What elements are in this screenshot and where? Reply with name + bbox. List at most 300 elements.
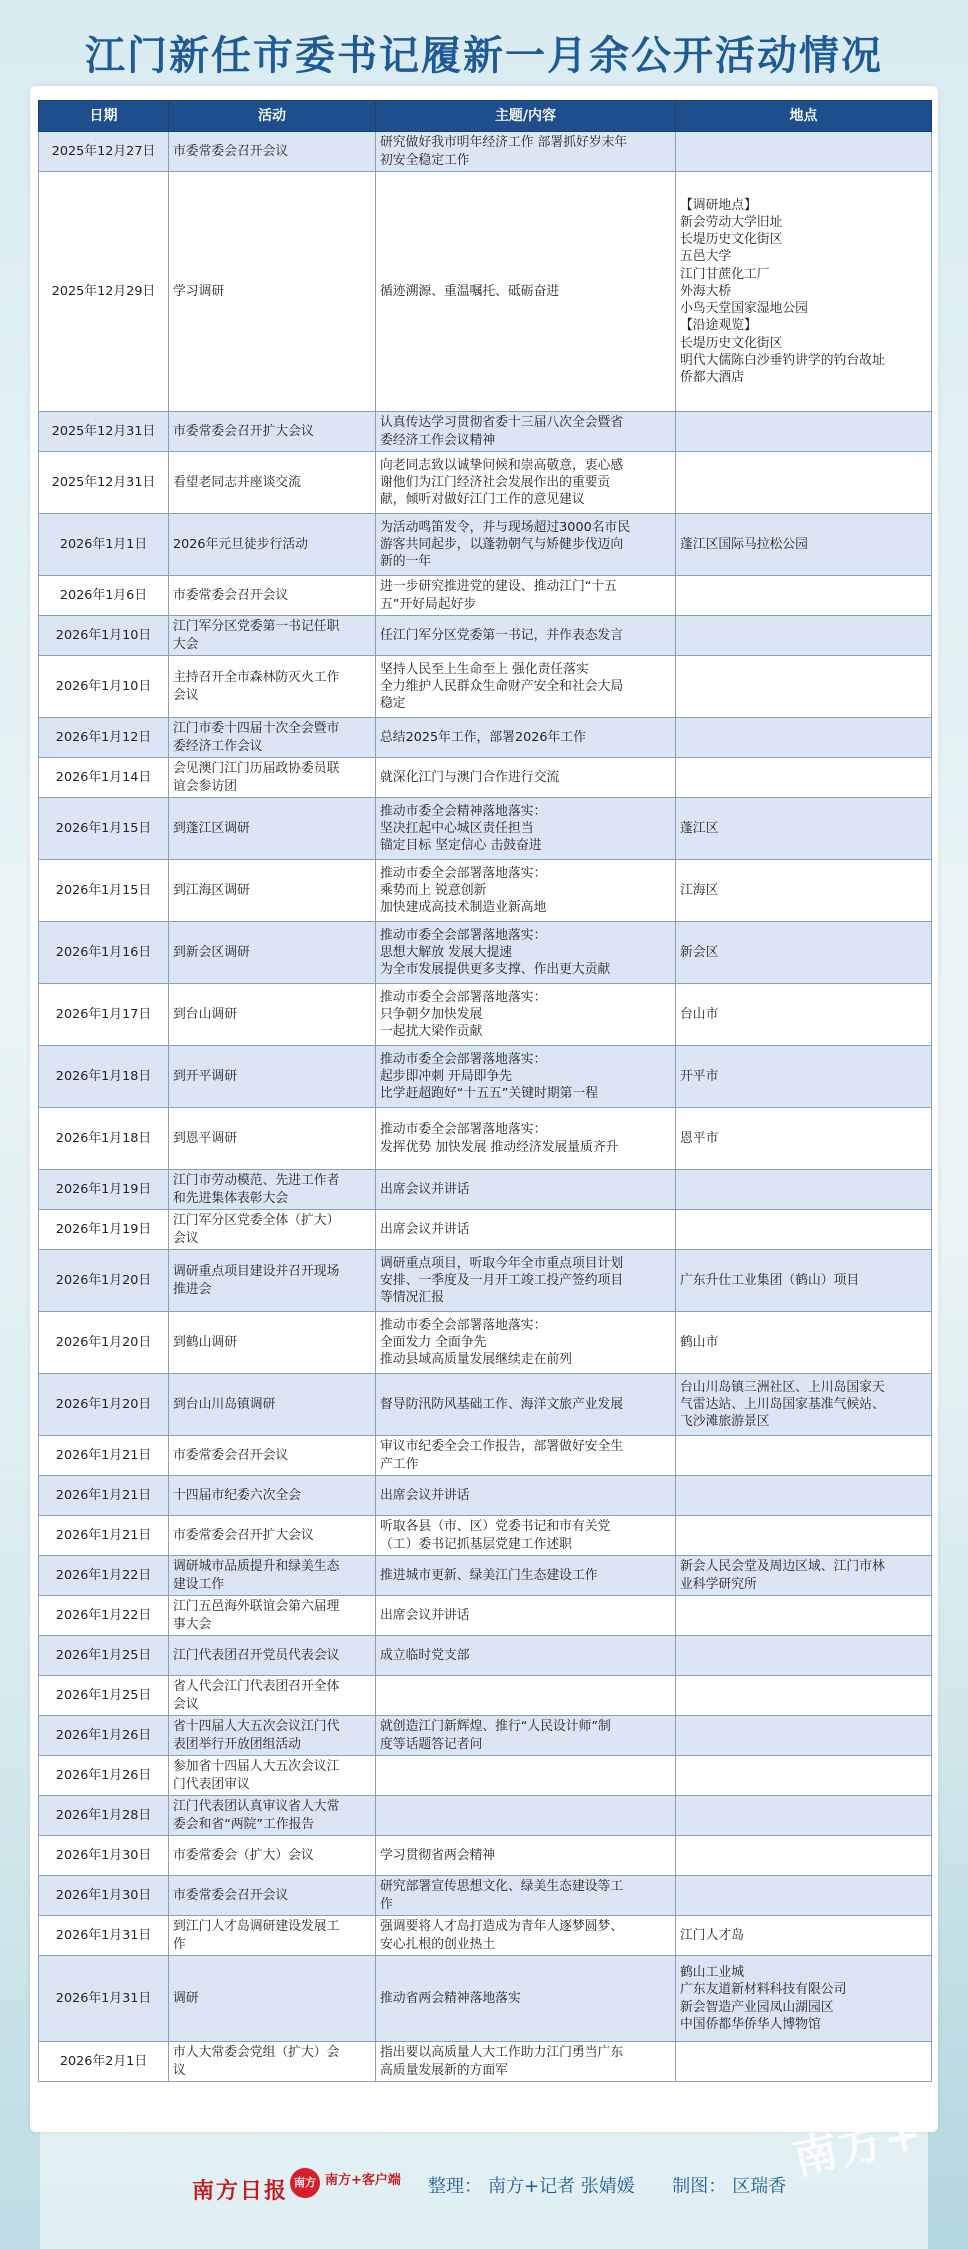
activity-line: 江门代表团认真审议省人大常	[173, 1799, 340, 1815]
cell-activity	[169, 1596, 376, 1636]
credit-design-value: 区瑞香	[732, 2176, 787, 2197]
content-line: 等情况汇报	[380, 1290, 444, 1306]
cell-place	[676, 452, 932, 514]
credit-arrange-value: 南方+记者 张婧媛	[488, 2176, 635, 2197]
place-line: 新会区	[680, 944, 719, 960]
cell-date: 2026年1月20日	[39, 1374, 169, 1436]
cell-activity	[169, 1836, 376, 1876]
cell-content	[376, 656, 676, 718]
cell-content	[376, 514, 676, 576]
cell-date: 2026年1月20日	[39, 1312, 169, 1374]
place-line: 飞沙滩旅游景区	[680, 1414, 770, 1430]
place-line: 气雷达站、上川岛国家基准气候站、	[680, 1396, 885, 1412]
cell-activity	[169, 452, 376, 514]
table-row	[39, 1836, 932, 1876]
cell-content	[376, 1312, 676, 1374]
content-line: 审议市纪委全会工作报告，部署做好安全生	[380, 1439, 624, 1455]
cell-date: 2026年1月16日	[39, 922, 169, 984]
place-line: 鹤山市	[680, 1334, 719, 1350]
cell-date: 2026年1月18日	[39, 1108, 169, 1170]
cell-content	[376, 1170, 676, 1210]
activity-line: 到台山调研	[173, 1006, 237, 1022]
cell-content	[376, 1556, 676, 1596]
header-activity: 活动	[169, 101, 376, 132]
cell-content	[376, 1476, 676, 1516]
content-line: 坚持人民至上生命至上 强化责任落实	[380, 661, 589, 677]
cell-date: 2026年1月15日	[39, 860, 169, 922]
activity-line: 作	[173, 1936, 186, 1952]
cell-place	[676, 514, 932, 576]
cell-content	[376, 1836, 676, 1876]
table-header-row	[39, 101, 932, 132]
page-title: 江门新任市委书记履新一月余公开活动情况	[85, 33, 883, 79]
content-line: 稳定	[380, 696, 406, 712]
content-line: 游客共同起步，以蓬勃朝气与矫健步伐迈向	[380, 536, 624, 552]
place-line: 台山川岛镇三洲社区、上川岛国家天	[680, 1379, 885, 1395]
cell-activity	[169, 1756, 376, 1796]
content-line: 出席会议并讲话	[380, 1221, 470, 1237]
cell-place	[676, 1170, 932, 1210]
place-line: 蓬江区国际马拉松公园	[680, 536, 808, 552]
cell-content	[376, 1756, 676, 1796]
cell-activity	[169, 1170, 376, 1210]
cell-place	[676, 576, 932, 616]
cell-date: 2026年1月30日	[39, 1836, 169, 1876]
content-line: 全力维护人民群众生命财产安全和社会大局	[380, 678, 624, 694]
cell-place	[676, 1108, 932, 1170]
cell-date: 2026年1月22日	[39, 1556, 169, 1596]
table-row	[39, 656, 932, 718]
activity-line: 到恩平调研	[173, 1130, 237, 1146]
cell-content	[376, 1210, 676, 1250]
activity-line: 到开平调研	[173, 1068, 237, 1084]
activity-line: 主持召开全市森林防灭火工作	[173, 670, 340, 686]
cell-date: 2026年1月22日	[39, 1596, 169, 1636]
credit-design-label: 制图：	[672, 2176, 727, 2197]
cell-place	[676, 1374, 932, 1436]
cell-place	[676, 1756, 932, 1796]
table-row	[39, 1046, 932, 1108]
content-line: 初安全稳定工作	[380, 152, 470, 168]
activity-line: 事大会	[173, 1616, 212, 1632]
cell-place	[676, 1046, 932, 1108]
content-line: 任江门军分区党委第一书记，并作表态发言	[380, 627, 624, 643]
activity-line: 江门军分区党委全体（扩大）	[173, 1213, 340, 1229]
cell-activity	[169, 984, 376, 1046]
content-line: 推动市委全会部署落地落实：	[380, 927, 547, 943]
content-line: 学习贯彻省两会精神	[380, 1847, 496, 1863]
cell-activity	[169, 1250, 376, 1312]
cell-date: 2025年12月31日	[39, 412, 169, 452]
table-row	[39, 1556, 932, 1596]
cell-content	[376, 1046, 676, 1108]
activity-line: 市委常委会召开会议	[173, 1447, 289, 1463]
content-line: 产工作	[380, 1456, 419, 1472]
cell-place	[676, 1312, 932, 1374]
cell-content	[376, 616, 676, 656]
activity-line: 到蓬江区调研	[173, 820, 250, 836]
cell-place	[676, 132, 932, 172]
place-line: 江门人才岛	[680, 1927, 744, 1943]
content-line: 督导防汛防风基础工作、海洋文旅产业发展	[380, 1396, 624, 1412]
activity-line: 委会和省“两院”工作报告	[173, 1816, 315, 1832]
content-line: 高质量发展新的方面军	[380, 2062, 508, 2078]
cell-activity	[169, 1556, 376, 1596]
content-line: 成立临时党支部	[380, 1647, 470, 1663]
content-line: 听取各县（市、区）党委书记和市有关党	[380, 1519, 611, 1535]
content-line: 一起扰大梁作贡献	[380, 1024, 483, 1040]
activity-line: 谊会参访团	[173, 778, 237, 794]
cell-place	[676, 1916, 932, 1956]
cell-content	[376, 1876, 676, 1916]
cell-content	[376, 1596, 676, 1636]
table-row	[39, 1916, 932, 1956]
cell-date: 2025年12月29日	[39, 172, 169, 412]
content-line: 比学赶超跑好“十五五”关键时期第一程	[380, 1086, 599, 1102]
cell-content	[376, 1250, 676, 1312]
table-row	[39, 922, 932, 984]
content-line: 度等话题答记者问	[380, 1736, 483, 1752]
cell-place	[676, 1956, 932, 2042]
content-line: 全面发力 全面争先	[380, 1334, 487, 1350]
cell-date: 2026年1月17日	[39, 984, 169, 1046]
cell-activity	[169, 718, 376, 758]
table-row	[39, 1716, 932, 1756]
content-line: 推动市委全会部署落地落实：	[380, 1122, 547, 1138]
cell-content	[376, 1916, 676, 1956]
content-line: 加快建成高技术制造业新高地	[380, 900, 547, 916]
content-line: 推进城市更新、绿美江门生态建设工作	[380, 1567, 598, 1583]
cell-place	[676, 984, 932, 1046]
nanfang-app-badge-icon: 南方	[290, 2168, 320, 2198]
cell-activity	[169, 1636, 376, 1676]
content-line: 锚定目标 坚定信心 击鼓奋进	[380, 838, 542, 854]
cell-place	[676, 798, 932, 860]
content-line: 循迹溯源、重温嘱托、砥砺奋进	[380, 283, 560, 299]
cell-date: 2026年1月19日	[39, 1210, 169, 1250]
cell-date: 2026年1月6日	[39, 576, 169, 616]
content-line: 献，倾听对做好江门工作的意见建议	[380, 492, 585, 508]
cell-place	[676, 1716, 932, 1756]
cell-activity	[169, 1796, 376, 1836]
content-line: 出席会议并讲话	[380, 1607, 470, 1623]
content-line: 进一步研究推进党的建设、推动江门“十五	[380, 579, 617, 595]
place-line: 江门甘蔗化工厂	[680, 266, 770, 282]
content-line: 推动县域高质量发展继续走在前列	[380, 1352, 572, 1368]
content-line: 向老同志致以诚挚问候和崇高敬意，衷心感	[380, 457, 624, 473]
cell-content	[376, 1436, 676, 1476]
activity-line: 会议	[173, 1230, 199, 1246]
table-row	[39, 1636, 932, 1676]
content-line: 思想大解放 发展大提速	[380, 944, 513, 960]
cell-content	[376, 860, 676, 922]
cell-content	[376, 1716, 676, 1756]
table-row	[39, 1374, 932, 1436]
activity-line: 调研重点项目建设并召开现场	[173, 1264, 340, 1280]
table-row	[39, 1108, 932, 1170]
activity-line: 大会	[173, 636, 199, 652]
cell-activity	[169, 1676, 376, 1716]
content-line: 乘势而上 锐意创新	[380, 882, 487, 898]
cell-date: 2026年2月1日	[39, 2042, 169, 2082]
cell-place	[676, 1436, 932, 1476]
place-line: 长堤历史文化街区	[680, 335, 783, 351]
activity-line: 委经济工作会议	[173, 738, 263, 754]
content-line: 就创造江门新辉煌、推行“人民设计师”制	[380, 1719, 611, 1735]
table-row	[39, 1756, 932, 1796]
cell-date: 2026年1月15日	[39, 798, 169, 860]
cell-place	[676, 922, 932, 984]
cell-place	[676, 1876, 932, 1916]
content-line: （工）委书记抓基层党建工作述职	[380, 1536, 572, 1552]
activity-line: 会议	[173, 687, 199, 703]
cell-content	[376, 718, 676, 758]
cell-date: 2026年1月10日	[39, 656, 169, 718]
cell-content	[376, 1636, 676, 1676]
content-line: 研究做好我市明年经济工作 部署抓好岁末年	[380, 135, 628, 151]
cell-content	[376, 1796, 676, 1836]
cell-date: 2026年1月26日	[39, 1756, 169, 1796]
content-line: 调研重点项目，听取今年全市重点项目计划	[380, 1255, 624, 1271]
table-row	[39, 1170, 932, 1210]
content-line: 作	[380, 1896, 393, 1912]
place-line: 广东升仕工业集团（鹤山）项目	[680, 1272, 860, 1288]
cell-place	[676, 656, 932, 718]
header-place: 地点	[676, 101, 932, 132]
content-line: 推动市委全会部署落地落实：	[380, 1051, 547, 1067]
activity-table	[38, 100, 932, 2082]
cell-activity	[169, 1916, 376, 1956]
table-row	[39, 616, 932, 656]
table-row	[39, 452, 932, 514]
table-row	[39, 1250, 932, 1312]
content-line: 强调要将人才岛打造成为青年人逐梦圆梦、	[380, 1919, 624, 1935]
cell-content	[376, 1956, 676, 2042]
content-line: 坚决扛起中心城区责任担当	[380, 820, 534, 836]
activity-line: 会见澳门江门历届政协委员联	[173, 761, 340, 777]
table-row	[39, 1312, 932, 1374]
cell-content	[376, 452, 676, 514]
cell-content	[376, 1374, 676, 1436]
table-row	[39, 1596, 932, 1636]
cell-place	[676, 1676, 932, 1716]
place-line: 开平市	[680, 1068, 719, 1084]
content-line: 推动市委全会部署落地落实：	[380, 1317, 547, 1333]
table-row	[39, 1436, 932, 1476]
activity-line: 江门军分区党委第一书记任职	[173, 619, 340, 635]
place-line: 长堤历史文化街区	[680, 232, 783, 248]
cell-activity	[169, 132, 376, 172]
cell-content	[376, 1108, 676, 1170]
header-date: 日期	[39, 101, 169, 132]
cell-place	[676, 1516, 932, 1556]
activity-line: 市委常委会召开会议	[173, 143, 289, 159]
content-line: 委经济工作会议精神	[380, 432, 496, 448]
place-line: 台山市	[680, 1006, 719, 1022]
content-line: 认真传达学习贯彻省委十三届八次全会暨省	[380, 415, 624, 431]
table-row	[39, 514, 932, 576]
cell-place	[676, 1796, 932, 1836]
activity-line: 推进会	[173, 1281, 212, 1297]
table-row	[39, 1796, 932, 1836]
cell-content	[376, 172, 676, 412]
activity-line: 门代表团审议	[173, 1776, 250, 1792]
place-line: 广东友道新材料科技有限公司	[680, 1982, 847, 1998]
activity-line: 会议	[173, 1696, 199, 1712]
cell-activity	[169, 1956, 376, 2042]
content-line: 五”开好局起好步	[380, 596, 477, 612]
table-row	[39, 1210, 932, 1250]
table-row	[39, 172, 932, 412]
activity-line: 到江海区调研	[173, 882, 250, 898]
cell-activity	[169, 798, 376, 860]
nanfang-app-logo: 南方+客户端	[325, 2173, 401, 2188]
activity-line: 2026年元旦徒步行活动	[173, 536, 308, 552]
cell-activity	[169, 616, 376, 656]
nanfang-watermark: 南方+	[789, 2107, 928, 2185]
activity-line: 市委常委会召开扩大会议	[173, 1527, 314, 1543]
place-line: 鹤山工业城	[680, 1964, 744, 1980]
content-line: 研究部署宣传思想文化、绿美生态建设等工	[380, 1879, 624, 1895]
place-line: 外海大桥	[680, 283, 732, 299]
header-content: 主题/内容	[376, 101, 676, 132]
table-row	[39, 860, 932, 922]
content-line: 为全市发展提供更多支撑、作出更大贡献	[380, 962, 611, 978]
place-line: 蓬江区	[680, 820, 719, 836]
cell-date: 2026年1月31日	[39, 1956, 169, 2042]
activity-line: 市委常委会召开扩大会议	[173, 423, 314, 439]
activity-line: 市委常委会召开会议	[173, 1887, 289, 1903]
cell-place	[676, 1210, 932, 1250]
cell-content	[376, 922, 676, 984]
cell-date: 2026年1月31日	[39, 1916, 169, 1956]
content-line: 推动市委全会精神落地落实：	[380, 803, 547, 819]
cell-date: 2025年12月31日	[39, 452, 169, 514]
content-line: 发挥优势 加快发展 推动经济发展量质齐升	[380, 1139, 619, 1155]
cell-activity	[169, 1374, 376, 1436]
cell-place	[676, 616, 932, 656]
place-line: 明代大儒陈白沙垂钓讲学的钓台故址	[680, 352, 885, 368]
activity-line: 到新会区调研	[173, 944, 250, 960]
cell-activity	[169, 514, 376, 576]
cell-content	[376, 1516, 676, 1556]
place-line: 业科学研究所	[680, 1576, 757, 1592]
cell-activity	[169, 1046, 376, 1108]
cell-content	[376, 2042, 676, 2082]
cell-date: 2026年1月30日	[39, 1876, 169, 1916]
activity-line: 和先进集体表彰大会	[173, 1190, 289, 1206]
place-line: 五邑大学	[680, 249, 732, 265]
cell-activity	[169, 1516, 376, 1556]
activity-line: 省十四届人大五次会议江门代	[173, 1719, 340, 1735]
activity-line: 到江门人才岛调研建设发展工	[173, 1919, 340, 1935]
cell-place	[676, 1556, 932, 1596]
cell-date: 2026年1月10日	[39, 616, 169, 656]
cell-activity	[169, 1716, 376, 1756]
place-line: 中国侨都华侨华人博物馆	[680, 2016, 821, 2032]
activity-line: 江门代表团召开党员代表会议	[173, 1647, 340, 1663]
content-line: 推动省两会精神落地落实	[380, 1990, 521, 2006]
table-row	[39, 1676, 932, 1716]
activity-line: 江门市委十四届十次全会暨市	[173, 721, 340, 737]
content-line: 推动市委全会部署落地落实：	[380, 989, 547, 1005]
content-line: 只争朝夕加快发展	[380, 1006, 483, 1022]
content-line: 就深化江门与澳门合作进行交流	[380, 769, 560, 785]
cell-date: 2026年1月26日	[39, 1716, 169, 1756]
table-row	[39, 132, 932, 172]
cell-place	[676, 860, 932, 922]
content-line: 为活动鸣笛发令，并与现场超过3000名市民	[380, 519, 631, 535]
cell-date: 2026年1月25日	[39, 1636, 169, 1676]
cell-place	[676, 1250, 932, 1312]
table-body	[39, 132, 932, 2082]
place-line: 【调研地点】	[680, 197, 757, 213]
cell-content	[376, 412, 676, 452]
activity-line: 到鹤山调研	[173, 1334, 237, 1350]
table-row	[39, 576, 932, 616]
cell-place	[676, 172, 932, 412]
table-row	[39, 798, 932, 860]
content-line: 指出要以高质量人大工作助力江门勇当广东	[380, 2045, 624, 2061]
cell-date: 2026年1月19日	[39, 1170, 169, 1210]
table-row	[39, 1956, 932, 2042]
table-row	[39, 412, 932, 452]
cell-place	[676, 1476, 932, 1516]
cell-date: 2026年1月21日	[39, 1476, 169, 1516]
credit-arrange-label: 整理：	[428, 2176, 482, 2197]
cell-activity	[169, 1210, 376, 1250]
place-line: 新会智造产业园凤山湖园区	[680, 1999, 834, 2015]
content-line: 谢他们为江门经济社会发展作出的重要贡	[380, 474, 611, 490]
cell-content	[376, 984, 676, 1046]
nanfang-daily-logo: 南方日报	[192, 2178, 289, 2204]
cell-date: 2026年1月18日	[39, 1046, 169, 1108]
cell-activity	[169, 412, 376, 452]
place-line: 侨都大酒店	[680, 370, 744, 386]
cell-activity	[169, 172, 376, 412]
cell-content	[376, 1676, 676, 1716]
place-line: 小鸟天堂国家湿地公园	[680, 301, 808, 317]
cell-place	[676, 2042, 932, 2082]
cell-date: 2026年1月25日	[39, 1676, 169, 1716]
content-line: 安排、一季度及一月开工竣工投产签约项目	[380, 1272, 624, 1288]
table-row	[39, 1876, 932, 1916]
place-line: 新会劳动大学旧址	[680, 214, 783, 230]
activity-line: 看望老同志并座谈交流	[173, 474, 301, 490]
activity-line: 江门市劳动模范、先进工作者	[173, 1173, 340, 1189]
cell-date: 2026年1月1日	[39, 514, 169, 576]
table-row	[39, 758, 932, 798]
table-row	[39, 2042, 932, 2082]
cell-date: 2026年1月28日	[39, 1796, 169, 1836]
cell-date: 2026年1月14日	[39, 758, 169, 798]
content-line: 推动市委全会部署落地落实：	[380, 865, 547, 881]
activity-line: 议	[173, 2062, 186, 2078]
cell-activity	[169, 860, 376, 922]
cell-date: 2026年1月12日	[39, 718, 169, 758]
cell-date: 2026年1月20日	[39, 1250, 169, 1312]
place-line: 新会人民会堂及周边区域、江门市林	[680, 1559, 885, 1575]
credits	[428, 2172, 792, 2198]
cell-content	[376, 798, 676, 860]
activity-line: 表团举行开放团组活动	[173, 1736, 301, 1752]
cell-activity	[169, 758, 376, 798]
place-line: 恩平市	[680, 1130, 719, 1146]
cell-activity	[169, 576, 376, 616]
cell-activity	[169, 656, 376, 718]
activity-line: 十四届市纪委六次全会	[173, 1487, 301, 1503]
cell-place	[676, 758, 932, 798]
